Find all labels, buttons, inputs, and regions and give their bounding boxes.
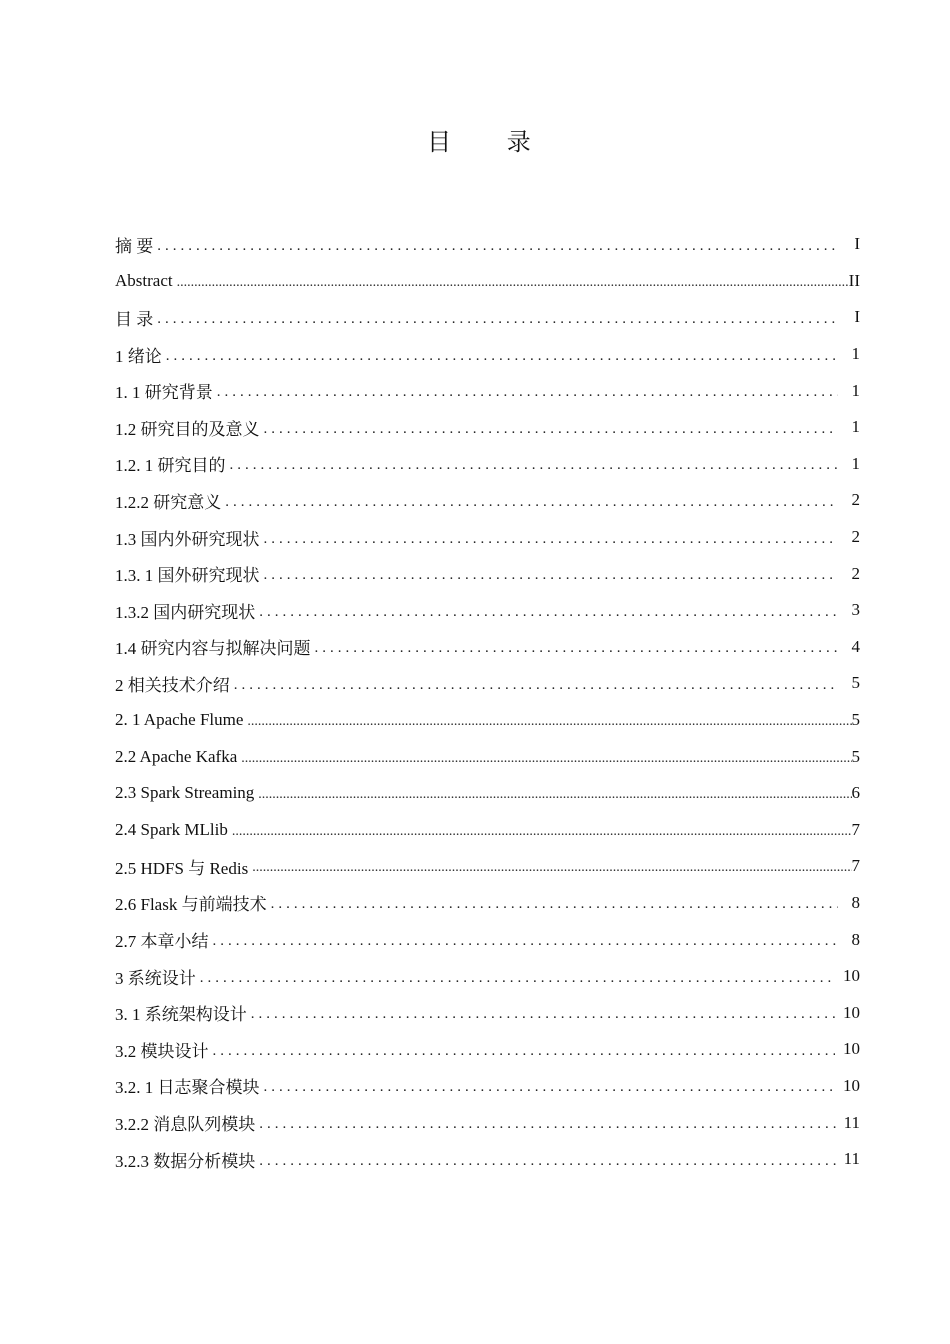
toc-entry-page-number: 5 [851,710,860,730]
toc-entry[interactable] [115,446,860,483]
toc-entry[interactable] [115,1068,860,1105]
toc-entry-page-number: 11 [843,1149,860,1169]
toc-entry-label: 2 相关技术介绍 [115,675,230,695]
toc-title: 目 录 [427,128,555,156]
toc-dot-leader [200,967,835,986]
toc-entry[interactable] [115,372,860,409]
toc-entry[interactable] [115,958,860,995]
toc-entry-label: 2.6 Flask 与前端技术 [115,895,267,915]
toc-dot-leader [264,418,839,437]
toc-entry[interactable] [115,885,860,922]
toc-dot-leader [241,748,851,766]
toc-entry-page-number: 2 [851,527,860,547]
toc-entry[interactable] [115,592,860,629]
toc-dot-leader [213,1040,836,1059]
toc-entry[interactable] [115,702,860,739]
toc-entry-label: 2.4 Spark MLlib [115,819,228,839]
toc-entry-page-number: 10 [843,1075,860,1095]
toc-entry-label: 3.2 模块设计 [115,1041,209,1061]
toc-dot-leader [264,1076,836,1095]
toc-entry[interactable] [115,226,860,263]
toc-dot-leader [264,528,839,547]
toc-entry-page-number: 5 [851,673,860,693]
toc-entry-label: 1.3.2 国内研究现状 [115,602,256,622]
toc-entry[interactable] [115,1141,860,1178]
toc-entry-page-number: 6 [851,783,860,803]
toc-entry-label: 1.2.2 研究意义 [115,492,222,512]
toc-dot-leader [177,272,849,290]
toc-dot-leader [213,930,839,949]
toc-entry-label: 3.2.3 数据分析模块 [115,1151,256,1171]
toc-dot-leader [258,784,851,802]
toc-dot-leader [157,235,838,254]
toc-entry[interactable] [115,1104,860,1141]
toc-dot-leader [315,637,839,656]
toc-entry-page-number: II [848,270,860,290]
toc-dot-leader [234,674,838,693]
toc-entry-label: 3.2. 1 日志聚合模块 [115,1078,260,1098]
toc-entry[interactable] [115,299,860,336]
toc-entry-label: 1.3. 1 国外研究现状 [115,566,260,586]
toc-entry[interactable] [115,994,860,1031]
toc-entry-page-number: 5 [851,746,860,766]
toc-entry[interactable] [115,629,860,666]
toc-entry-label: 目 录 [115,309,154,329]
toc-entry[interactable] [115,738,860,775]
toc-entry[interactable] [115,263,860,300]
toc-dot-leader [166,345,838,364]
toc-entry-page-number: 10 [843,1039,860,1059]
toc-entry[interactable] [115,482,860,519]
toc-dot-leader [259,1150,835,1169]
toc-entry-label: 3.2.2 消息队列模块 [115,1115,256,1135]
toc-dot-leader [259,1113,835,1132]
toc-entry-label: Abstract [115,270,173,290]
toc-entry-page-number: 7 [851,856,860,876]
toc-list [115,226,860,1177]
toc-entry[interactable] [115,1031,860,1068]
toc-entry[interactable] [115,665,860,702]
toc-dot-leader [259,601,838,620]
toc-dot-leader [217,381,838,400]
toc-entry-label: 摘 要 [115,236,154,256]
toc-entry-label: 1.4 研究内容与拟解决问题 [115,639,311,659]
toc-entry-page-number: 1 [851,344,860,364]
toc-dot-leader [157,308,838,327]
toc-entry[interactable] [115,921,860,958]
toc-entry-page-number: I [854,307,860,327]
toc-entry-page-number: 8 [851,929,860,949]
toc-dot-leader [271,893,838,912]
toc-entry-page-number: 10 [843,966,860,986]
toc-entry-label: 2.5 HDFS 与 Redis [115,858,249,878]
toc-entry-page-number: 8 [851,892,860,912]
toc-dot-leader [230,454,839,473]
toc-entry-label: 1.3 国内外研究现状 [115,529,260,549]
toc-entry-page-number: 10 [843,1002,860,1022]
toc-entry-label: 1. 1 研究背景 [115,383,213,403]
toc-entry[interactable] [115,812,860,849]
toc-entry[interactable] [115,519,860,556]
toc-entry-page-number: 11 [843,1112,860,1132]
toc-dot-leader [232,821,852,839]
toc-entry-page-number: 1 [851,417,860,437]
toc-entry-label: 3. 1 系统架构设计 [115,1005,247,1025]
toc-entry-label: 1.2 研究目的及意义 [115,419,260,439]
toc-entry-page-number: I [854,234,860,254]
toc-entry[interactable] [115,336,860,373]
toc-entry-page-number: 7 [851,819,860,839]
toc-entry[interactable] [115,409,860,446]
toc-dot-leader [251,1003,835,1022]
toc-entry-page-number: 1 [851,380,860,400]
toc-entry-label: 2.2 Apache Kafka [115,746,238,766]
toc-entry-label: 1 绪论 [115,346,162,366]
toc-dot-leader [264,564,839,583]
toc-entry-label: 2.3 Spark Streaming [115,783,255,803]
toc-dot-leader [247,711,851,729]
toc-entry-page-number: 4 [851,636,860,656]
toc-dot-leader [252,857,851,875]
toc-entry-page-number: 2 [851,490,860,510]
toc-entry[interactable] [115,848,860,885]
toc-entry-page-number: 1 [851,453,860,473]
toc-entry-page-number: 3 [851,600,860,620]
toc-entry-label: 2.7 本章小结 [115,932,209,952]
toc-entry[interactable] [115,555,860,592]
toc-entry-label: 3 系统设计 [115,968,196,988]
toc-entry-label: 1.2. 1 研究目的 [115,456,226,476]
toc-dot-leader [225,491,838,510]
toc-entry-label: 2. 1 Apache Flume [115,710,244,730]
toc-entry[interactable] [115,775,860,812]
toc-entry-page-number: 2 [851,563,860,583]
